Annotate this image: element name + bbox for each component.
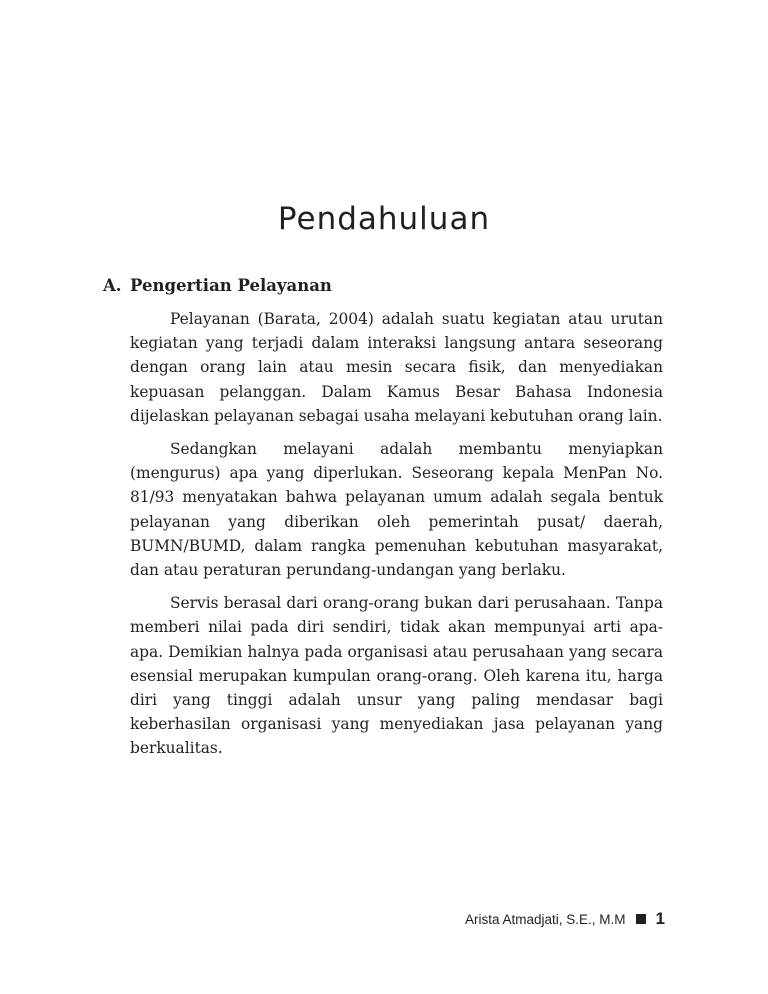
chapter-title: Pendahuluan [277, 200, 491, 237]
section-heading [103, 276, 332, 295]
footer-author: Arista Atmadjati, S.E., M.M [464, 911, 626, 927]
body-text [130, 307, 663, 770]
paragraph-2: Sedangkan melayani adalah membantu menyiapkan (mengurus) apa yang diperlukan. Seseorang kepala MenPan No. 81/93 menyatakan bahwa pelayanan umum adalah segala bentuk pelayanan yang diberikan oleh pemerintah pusat/ daerah, BUMN/BUMD, dalam rangka pemenuhan kebutuhan masyarakat, dan atau peraturan perundang-undangan yang berlaku. [130, 440, 663, 580]
paragraph-3: Servis berasal dari orang-orang bukan dari perusahaan. Tanpa memberi nilai pada diri sendiri, tidak akan mempunyai arti apa-apa. Demikian halnya pada organisasi atau perusahaan yang secara esensial merupakan kumpulan orang-orang. Oleh karena itu, harga diri yang tinggi adalah unsur yang paling mendasar bagi keberhasilan organisasi yang menyediakan jasa pelayanan yang berkualitas. [130, 594, 663, 758]
section-letter: A. [103, 276, 122, 295]
paragraph-1: Pelayanan (Barata, 2004) adalah suatu kegiatan atau urutan kegiatan yang terjadi dalam interaksi langsung antara seseorang dengan orang lain atau mesin secara fisik, dan menyediakan kepuasan pelanggan. Dalam Kamus Besar Bahasa Indonesia dijelaskan pelayanan sebagai usaha melayani kebutuhan orang lain. [130, 310, 663, 425]
page-footer [465, 909, 665, 929]
square-bullet-icon [636, 914, 646, 924]
page-number: 1 [655, 909, 665, 928]
section-title: Pengertian Pelayanan [130, 276, 332, 295]
